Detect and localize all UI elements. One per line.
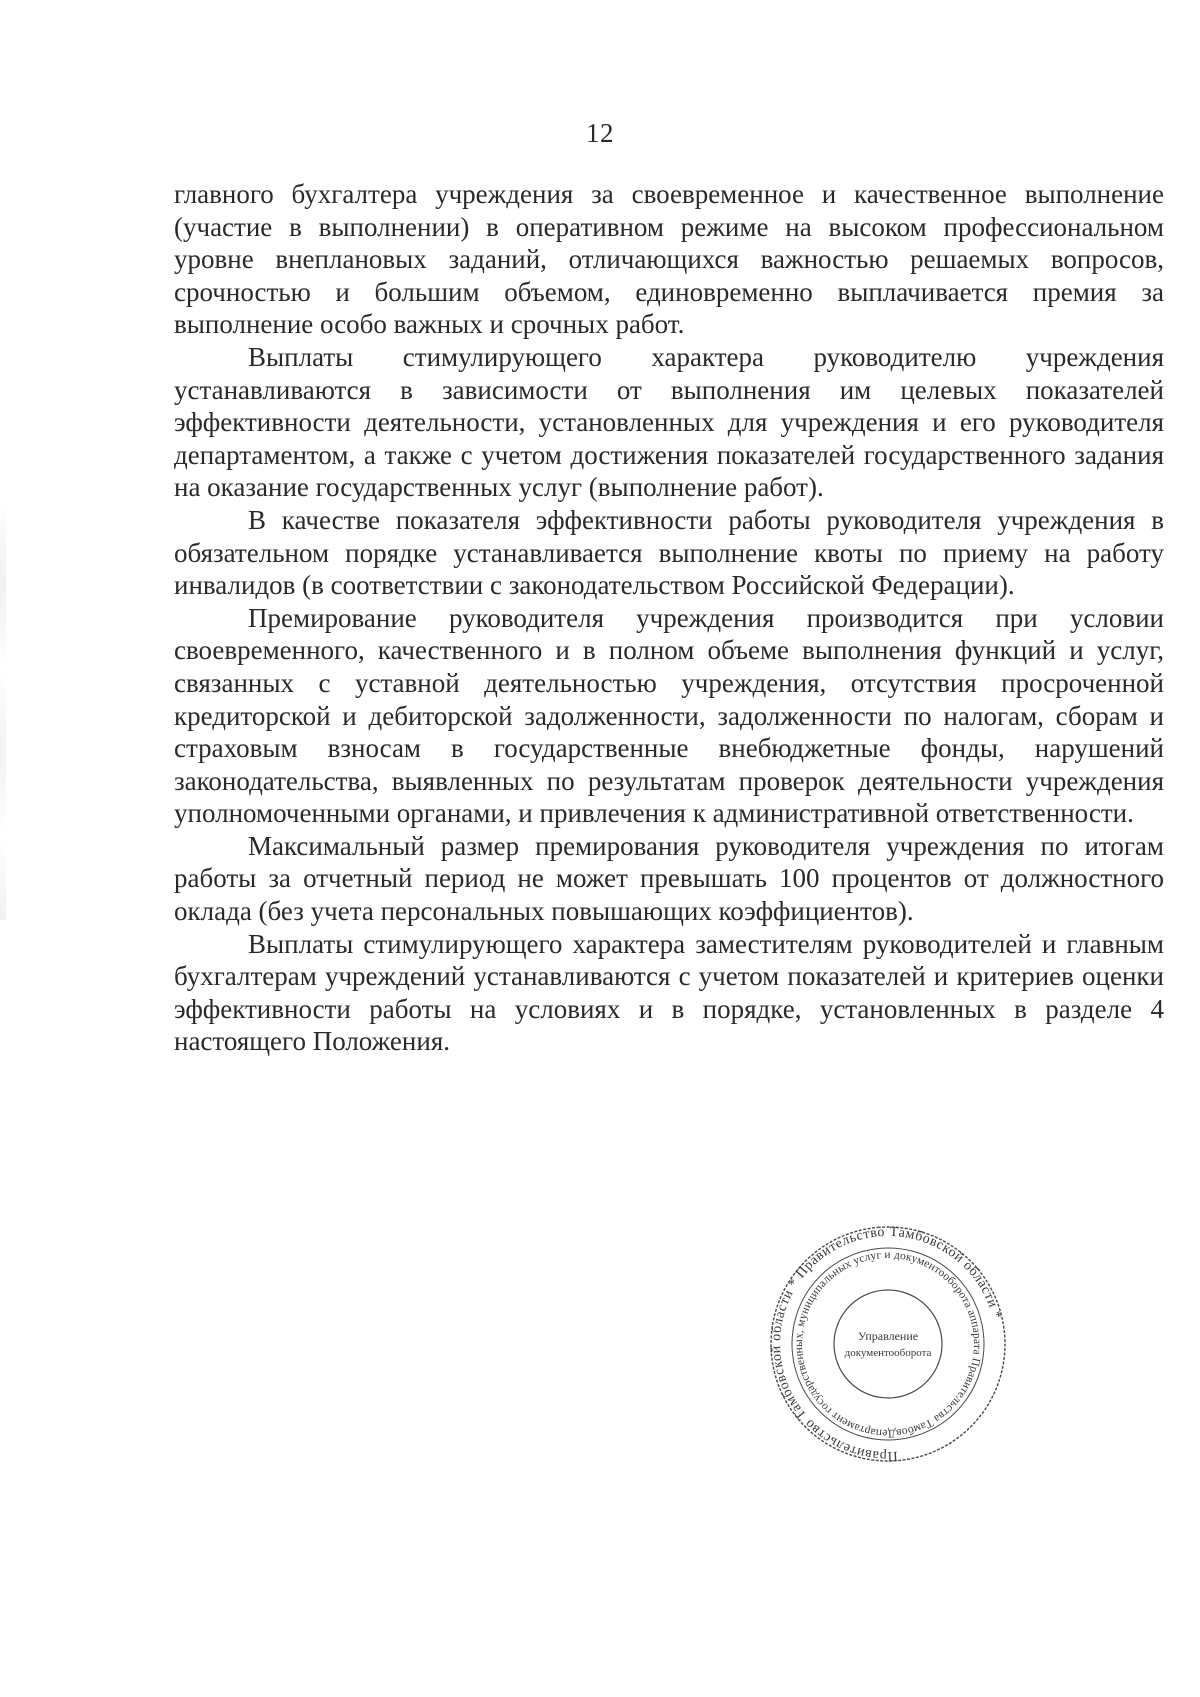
page-number: 12 [586, 118, 614, 148]
paragraph-deputy-payments: Выплаты стимулирующего характера заместителям руководителей и главным бухгалтерам учреждений устанавливаются с учетом показателей и критериев оценки эффективности работы на условиях и в порядке, установленных в разделе 4 настоящего Положения. [174, 928, 1164, 1057]
paragraph-continuation: главного бухгалтера учреждения за своевременное и качественное выполнение (участие в выполнении) в оперативном режиме на высоком профессиональном уровне внеплановых заданий, отличающихся важностью решаемых вопросов, срочностью и большим объемом, единовременно выплачивается премия за выполнение особо важных и срочных работ. [174, 179, 1164, 340]
paragraph-disability-quota: В качестве показателя эффективности работы руководителя учреждения в обязательном порядке устанавливается выполнение квоты по приему на работу инвалидов (в соответствии с законодательством Российской Федерации). [174, 504, 1164, 601]
stamp-middle-ring-text: Департамент государственных, муниципальных услуг и документооборота аппарата Правительства Тамбовской [792, 1248, 984, 1440]
stamp-center-line-1: Управление [857, 1329, 919, 1343]
paragraph-head-incentive-payments: Выплаты стимулирующего характера руководителю учреждения устанавливаются в зависимости от выполнения им целевых показателей эффективности деятельности, установленных для учреждения и его руководителя департаментом, а также с учетом достижения показателей государственного задания на оказание государственных услуг (выполнение работ). [174, 341, 1164, 503]
paragraph-bonus-conditions: Премирование руководителя учреждения производится при условии своевременного, качественного и в полном объеме выполнения функций и услуг, связанных с уставной деятельностью учреждения, отсутствия просроченной кредиторской и дебиторской задолженности, задолженности по налогам, сборам и страховым взносам в государственные внебюджетные фонды, нарушений законодательства, выявленных по результатам проверок деятельности учреждения уполномоченными органами, и привлечения к административной ответственности. [174, 602, 1164, 829]
stamp-outer-ring-text: Правительство Тамбовской области * Правительство Тамбовской области * [768, 1224, 1004, 1464]
stamp-center-line-2: документооборота [844, 1347, 932, 1359]
paragraph-max-bonus: Максимальный размер премирования руководителя учреждения по итогам работы за отчетный период не может превышать 100 процентов от должностного оклада (без учета персональных повышающих коэффициентов). [174, 830, 1164, 927]
official-seal-stamp [768, 1224, 1008, 1464]
scan-edge-artifact [0, 500, 6, 920]
document-body [174, 178, 1164, 1058]
